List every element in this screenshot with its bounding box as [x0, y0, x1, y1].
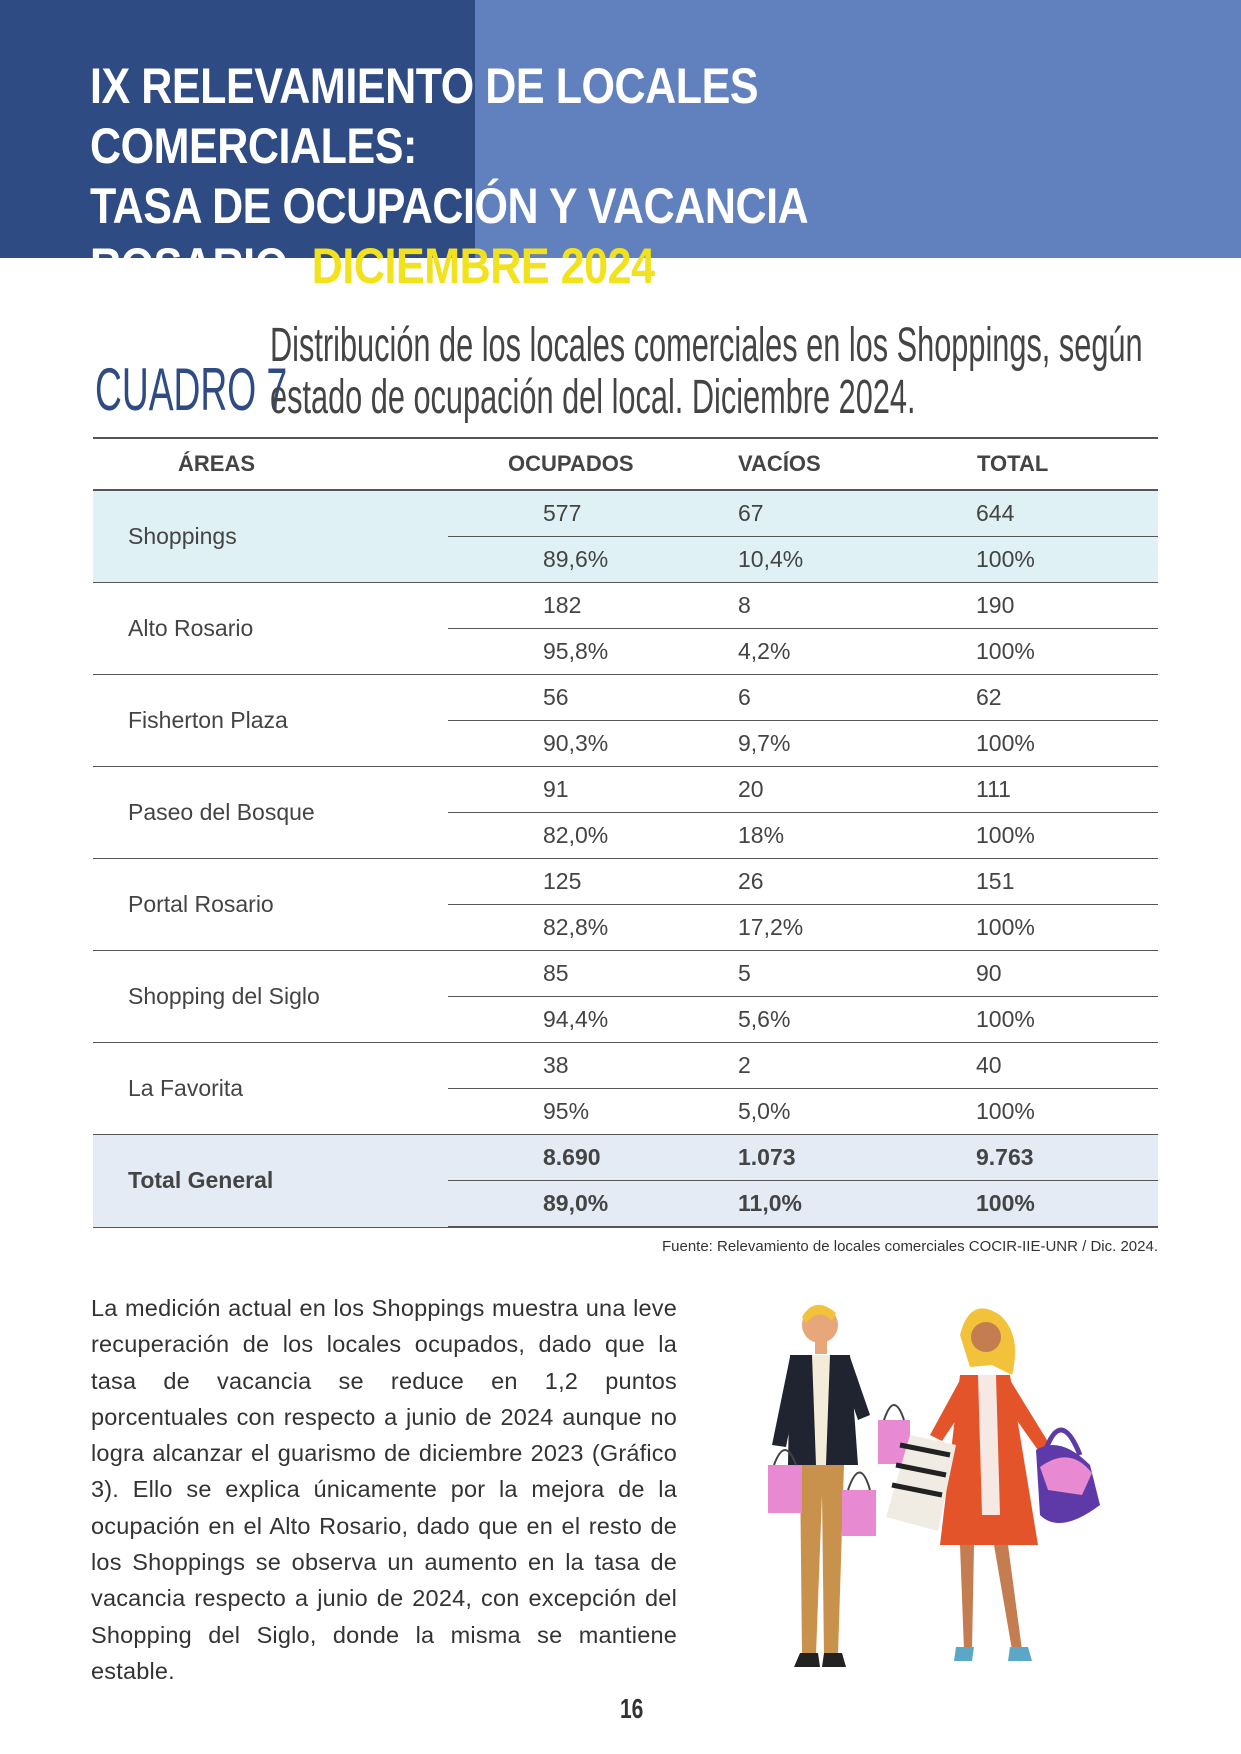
man-figure — [768, 1305, 910, 1667]
percent-cell: 89,6% — [448, 537, 738, 583]
percent-cell: 5,0% — [738, 1089, 976, 1135]
percent-cell: 10,4% — [738, 537, 976, 583]
area-name: Total General — [93, 1135, 448, 1228]
header-date: DICIEMBRE 2024 — [311, 238, 655, 294]
percent-cell: 100% — [976, 537, 1158, 583]
area-name: Paseo del Bosque — [93, 767, 448, 859]
count-cell: 182 — [448, 583, 738, 629]
count-cell: 1.073 — [738, 1135, 976, 1181]
cuadro-label: CUADRO 7 — [95, 356, 288, 423]
percent-cell: 100% — [976, 813, 1158, 859]
count-cell: 190 — [976, 583, 1158, 629]
table-row — [93, 583, 1158, 629]
table-row — [93, 859, 1158, 905]
table-row — [93, 951, 1158, 997]
table-row — [93, 490, 1158, 537]
area-name: Fisherton Plaza — [93, 675, 448, 767]
count-cell: 62 — [976, 675, 1158, 721]
count-cell: 8.690 — [448, 1135, 738, 1181]
shoppings-table — [93, 437, 1158, 1228]
percent-cell: 100% — [976, 721, 1158, 767]
area-name: Portal Rosario — [93, 859, 448, 951]
count-cell: 2 — [738, 1043, 976, 1089]
area-name: Alto Rosario — [93, 583, 448, 675]
header-ocupados: OCUPADOS — [448, 438, 738, 490]
area-name: Shoppings — [93, 490, 448, 583]
count-cell: 111 — [976, 767, 1158, 813]
percent-cell: 82,8% — [448, 905, 738, 951]
percent-cell: 9,7% — [738, 721, 976, 767]
percent-cell: 5,6% — [738, 997, 976, 1043]
count-cell: 8 — [738, 583, 976, 629]
count-cell: 9.763 — [976, 1135, 1158, 1181]
percent-cell: 90,3% — [448, 721, 738, 767]
cuadro-title-line-1: Distribución de los locales comerciales en los Shoppings, según — [270, 319, 1143, 372]
source-note: Fuente: Relevamiento de locales comerciales COCIR-IIE-UNR / Dic. 2024. — [661, 1238, 1158, 1255]
table-row — [93, 767, 1158, 813]
count-cell: 90 — [976, 951, 1158, 997]
table-header-row — [93, 438, 1158, 490]
percent-cell: 100% — [976, 1181, 1158, 1228]
count-cell: 125 — [448, 859, 738, 905]
page-header — [0, 0, 1241, 294]
percent-cell: 100% — [976, 629, 1158, 675]
shoppers-illustration — [760, 1295, 1120, 1685]
count-cell: 6 — [738, 675, 976, 721]
header-total: TOTAL — [976, 438, 1158, 490]
percent-cell: 11,0% — [738, 1181, 976, 1228]
count-cell: 5 — [738, 951, 976, 997]
header-city: ROSARIO — [90, 238, 288, 294]
percent-cell: 18% — [738, 813, 976, 859]
count-cell: 577 — [448, 490, 738, 537]
percent-cell: 89,0% — [448, 1181, 738, 1228]
header-areas: ÁREAS — [93, 438, 448, 490]
count-cell: 67 — [738, 490, 976, 537]
count-cell: 40 — [976, 1043, 1158, 1089]
body-paragraph: La medición actual en los Shoppings muestra una leve recuperación de los locales ocupados, dado que la tasa de vacancia se reduce en 1,2 puntos porcentuales con respecto a junio de 2024 aunque no logra alcanzar el guarismo de diciembre 2023 (Gráfico 3). Ello se explica únicamente por la mejora de la ocupación en el Alto Rosario, dado que en el resto de los Shoppings se observa un aumento en la tasa de vacancia respecto a junio de 2024, con excepción del Shopping del Siglo, donde la misma se mantiene estable. — [91, 1295, 677, 1684]
cuadro-title — [270, 320, 1143, 424]
area-name: Shopping del Siglo — [93, 951, 448, 1043]
table-row — [93, 1043, 1158, 1089]
percent-cell: 100% — [976, 1089, 1158, 1135]
percent-cell: 100% — [976, 905, 1158, 951]
cuadro-title-line-2: estado de ocupación del local. Diciembre 2024. — [270, 371, 916, 424]
header-line-2: TASA DE OCUPACIÓN Y VACANCIA — [90, 178, 809, 234]
percent-cell: 17,2% — [738, 905, 976, 951]
percent-cell: 94,4% — [448, 997, 738, 1043]
header-line-3 — [90, 236, 1080, 296]
table-row — [93, 675, 1158, 721]
percent-cell: 82,0% — [448, 813, 738, 859]
header-vacios: VACÍOS — [738, 438, 976, 490]
header-line-1: IX RELEVAMIENTO DE LOCALES COMERCIALES: — [90, 58, 759, 174]
woman-figure — [886, 1308, 1100, 1661]
header-title — [90, 56, 1080, 296]
count-cell: 85 — [448, 951, 738, 997]
page-number: 16 — [620, 1693, 644, 1724]
count-cell: 20 — [738, 767, 976, 813]
count-cell: 26 — [738, 859, 976, 905]
count-cell: 151 — [976, 859, 1158, 905]
count-cell: 91 — [448, 767, 738, 813]
area-name: La Favorita — [93, 1043, 448, 1135]
count-cell: 56 — [448, 675, 738, 721]
table-row — [93, 1135, 1158, 1181]
percent-cell: 95% — [448, 1089, 738, 1135]
percent-cell: 100% — [976, 997, 1158, 1043]
percent-cell: 4,2% — [738, 629, 976, 675]
count-cell: 38 — [448, 1043, 738, 1089]
count-cell: 644 — [976, 490, 1158, 537]
percent-cell: 95,8% — [448, 629, 738, 675]
